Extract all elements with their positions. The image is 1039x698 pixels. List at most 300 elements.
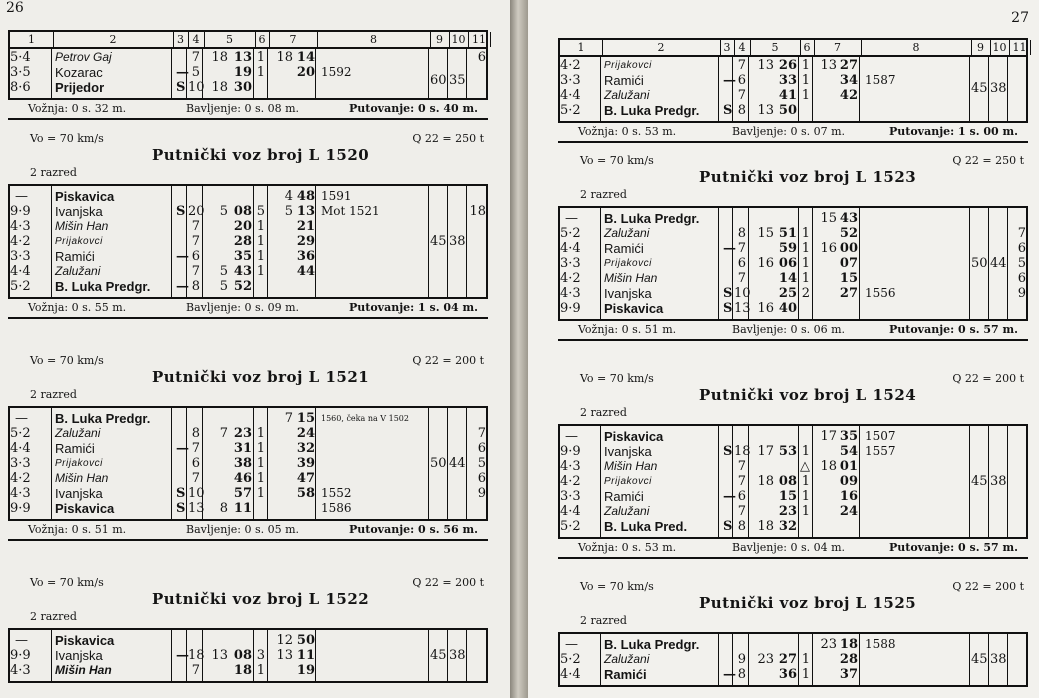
arrival-minute: 53 xyxy=(778,444,797,459)
timetable-row xyxy=(10,648,486,663)
stop-minutes: 1 xyxy=(801,444,810,459)
timetable-row xyxy=(560,474,1026,489)
station-name: Ivanjska xyxy=(55,648,103,663)
arrival-minute: 40 xyxy=(778,301,797,316)
timetable-row xyxy=(10,411,486,426)
timetable-row xyxy=(560,489,1026,504)
departure-minute: 35 xyxy=(839,429,858,444)
station-name: Piskavica xyxy=(604,429,664,444)
departure-minute: 01 xyxy=(839,459,858,474)
column-10-value: 35 xyxy=(449,73,466,88)
stop-minutes: 1 xyxy=(256,219,265,234)
arrival-minute: 26 xyxy=(778,58,797,73)
arrival-hour: 13 xyxy=(211,648,228,663)
stop-minutes: 1 xyxy=(801,58,810,73)
travel-minutes: 20 xyxy=(188,204,205,219)
column-9-value: 50 xyxy=(430,456,447,471)
column-11-value: 6 xyxy=(477,50,486,65)
km-value: 5·2 xyxy=(10,279,31,294)
departure-minute: 36 xyxy=(296,249,315,264)
train-title: Putnički voz broj L 1524 xyxy=(699,386,917,404)
arrival-minute: 08 xyxy=(778,474,797,489)
column-header-cell: 11 xyxy=(1009,40,1031,55)
departure-minute: 44 xyxy=(296,264,315,279)
column-header-cell: 1 xyxy=(560,40,603,55)
stop-minutes: 1 xyxy=(801,88,810,103)
km-value: — xyxy=(565,637,578,652)
departure-minute: 37 xyxy=(839,667,858,682)
column-9-value: 60 xyxy=(430,73,447,88)
timetable-row xyxy=(560,459,1026,474)
km-value: 9·9 xyxy=(10,501,31,516)
running-time: Vožnja: 0 s. 55 m. xyxy=(28,301,127,314)
column-header-cell: 11 xyxy=(468,32,491,47)
stop-minutes: 1 xyxy=(256,426,265,441)
station-name: Ivanjska xyxy=(55,204,103,219)
travel-minutes: 7 xyxy=(737,271,746,286)
speed-label: Vo = 70 km/s xyxy=(580,372,654,385)
timetable-row xyxy=(560,667,1026,682)
stop-minutes: 1 xyxy=(256,65,265,80)
timetable-l1522 xyxy=(8,572,488,692)
stop-flag: — xyxy=(176,249,189,264)
bottom-rule xyxy=(558,557,1028,559)
km-value: 5·2 xyxy=(560,103,581,118)
arrival-minute: 14 xyxy=(778,271,797,286)
stop-flag: S xyxy=(176,486,186,501)
column-10-value: 38 xyxy=(990,652,1007,667)
station-name: Prijakovci xyxy=(604,476,652,487)
timetable-row xyxy=(10,501,486,516)
arrival-minute: 41 xyxy=(778,88,797,103)
stop-minutes: 1 xyxy=(801,474,810,489)
km-value: — xyxy=(15,189,28,204)
departure-minute: 34 xyxy=(839,73,858,88)
arrival-hour: 16 xyxy=(757,256,774,271)
departure-hour: 13 xyxy=(820,58,837,73)
arrival-minute: 50 xyxy=(778,103,797,118)
station-name: Piskavica xyxy=(55,189,115,204)
column-header-cell: 6 xyxy=(255,32,270,47)
km-value: 9·9 xyxy=(560,444,581,459)
timetable-row xyxy=(560,88,1026,103)
travel-minutes: 7 xyxy=(191,441,200,456)
arrival-minute: 19 xyxy=(233,65,252,80)
arrival-minute: 31 xyxy=(233,441,252,456)
stop-flag: — xyxy=(723,667,736,682)
station-name: Piskavica xyxy=(55,633,115,648)
km-value: 4·2 xyxy=(560,474,581,489)
column-header-cell: 1 xyxy=(10,32,54,47)
departure-minute: 15 xyxy=(296,411,315,426)
km-value: 4·2 xyxy=(560,271,581,286)
travel-minutes: 8 xyxy=(737,519,746,534)
arrival-hour: 18 xyxy=(757,519,774,534)
timetable-row xyxy=(560,73,1026,88)
total-time: Putovanje: 0 s. 40 m. xyxy=(348,102,478,115)
travel-minutes: 7 xyxy=(191,219,200,234)
dwell-time: Bavljenje: 0 s. 08 m. xyxy=(186,102,300,115)
km-value: 4·4 xyxy=(10,264,31,279)
timetable-grid xyxy=(8,186,488,299)
travel-minutes: 10 xyxy=(734,286,751,301)
timetable-row xyxy=(10,249,486,264)
column-10-value: 38 xyxy=(990,81,1007,96)
timetable-row xyxy=(10,279,486,294)
departure-minute: 19 xyxy=(296,663,315,678)
stop-minutes: 1 xyxy=(256,486,265,501)
remark: 1592 xyxy=(321,65,352,79)
departure-minute: 48 xyxy=(296,189,315,204)
arrival-minute: 27 xyxy=(778,652,797,667)
km-value: 3·3 xyxy=(560,73,581,88)
travel-minutes: 6 xyxy=(737,256,746,271)
departure-minute: 42 xyxy=(839,88,858,103)
book-gutter xyxy=(510,0,528,698)
station-name: Prijakovci xyxy=(55,458,103,469)
load-label: Q 22 = 200 t xyxy=(412,354,484,367)
arrival-hour: 5 xyxy=(219,204,228,219)
right-page xyxy=(528,0,1039,698)
km-value: 4·2 xyxy=(10,471,31,486)
stop-flag: — xyxy=(723,489,736,504)
departure-minute: 29 xyxy=(296,234,315,249)
station-name: Mišin Han xyxy=(55,219,109,233)
timetable-row xyxy=(560,519,1026,534)
km-value: 4·3 xyxy=(560,286,581,301)
station-name: Ivanjska xyxy=(55,486,103,501)
column-header-cell: 4 xyxy=(188,32,205,47)
departure-minute: 00 xyxy=(839,241,858,256)
train-title: Putnički voz broj L 1522 xyxy=(152,590,370,608)
departure-minute: 13 xyxy=(296,204,315,219)
travel-minutes: 9 xyxy=(737,652,746,667)
stop-flag: S xyxy=(723,519,733,534)
stop-flag: S xyxy=(723,103,733,118)
departure-minute: 14 xyxy=(296,50,315,65)
stop-flag: — xyxy=(723,241,736,256)
column-11-value: 6 xyxy=(1017,271,1026,286)
stop-minutes: 1 xyxy=(801,271,810,286)
column-9-value: 45 xyxy=(430,234,447,249)
timetable-row xyxy=(10,456,486,471)
class-label: 2 razred xyxy=(30,388,77,401)
timetable-row xyxy=(10,80,486,95)
travel-minutes: 18 xyxy=(188,648,205,663)
remark: 1560, čeka na V 1502 xyxy=(321,414,409,423)
timetable-row xyxy=(560,652,1026,667)
km-value: 5·2 xyxy=(10,426,31,441)
left-page xyxy=(0,0,510,698)
timetable-row xyxy=(10,264,486,279)
km-value: 5·2 xyxy=(560,226,581,241)
timetable-row xyxy=(10,441,486,456)
stop-minutes: 2 xyxy=(801,286,810,301)
arrival-minute: 35 xyxy=(233,249,252,264)
arrival-minute: 33 xyxy=(778,73,797,88)
column-header-cell: 7 xyxy=(814,40,862,55)
stop-flag: — xyxy=(176,648,189,663)
station-name: Prijakovci xyxy=(604,60,652,71)
summary-line xyxy=(558,323,1028,337)
summary-line xyxy=(558,541,1028,555)
departure-minute: 39 xyxy=(296,456,315,471)
running-time: Vožnja: 0 s. 53 m. xyxy=(578,541,677,554)
station-name: Piskavica xyxy=(55,501,115,516)
arrival-hour: 13 xyxy=(757,103,774,118)
travel-minutes: 7 xyxy=(191,234,200,249)
summary-line xyxy=(8,301,488,315)
arrival-minute: 13 xyxy=(233,50,252,65)
km-value: 3·5 xyxy=(10,65,31,80)
arrival-hour: 13 xyxy=(757,58,774,73)
column-11-value: 5 xyxy=(1017,256,1026,271)
remark: 1588 xyxy=(865,637,896,651)
column-header-cell: 8 xyxy=(861,40,972,55)
station-name: B. Luka Pred. xyxy=(604,519,688,534)
timetable-row xyxy=(560,444,1026,459)
train-title: Putnički voz broj L 1521 xyxy=(152,368,370,386)
stop-minutes: 3 xyxy=(256,648,265,663)
travel-minutes: 6 xyxy=(737,489,746,504)
station-name: Kozarac xyxy=(55,65,103,80)
remark: 1556 xyxy=(865,286,896,300)
arrival-minute: 18 xyxy=(233,663,252,678)
total-time: Putovanje: 1 s. 04 m. xyxy=(348,301,478,314)
departure-minute: 27 xyxy=(839,58,858,73)
stop-minutes: 1 xyxy=(256,264,265,279)
timetable-row xyxy=(10,663,486,678)
column-header-cell: 10 xyxy=(990,40,1010,55)
timetable-row xyxy=(560,58,1026,73)
km-value: — xyxy=(565,429,578,444)
column-header-cell: 3 xyxy=(720,40,735,55)
timetable-row xyxy=(560,103,1026,118)
km-value: — xyxy=(565,211,578,226)
arrival-hour: 23 xyxy=(757,652,774,667)
total-time: Putovanje: 1 s. 00 m. xyxy=(888,125,1018,138)
arrival-hour: 18 xyxy=(757,474,774,489)
load-label: Q 22 = 200 t xyxy=(952,372,1024,385)
page-number: 26 xyxy=(6,0,24,16)
station-name: Ramići xyxy=(604,667,647,682)
km-value: 4·2 xyxy=(560,58,581,73)
timetable-row xyxy=(10,219,486,234)
column-10-value: 44 xyxy=(990,256,1007,271)
departure-minute: 58 xyxy=(296,486,315,501)
station-name: Mišin Han xyxy=(55,663,112,677)
timetable-row xyxy=(10,204,486,219)
station-name: Prijakovci xyxy=(604,258,652,269)
stop-flag: — xyxy=(176,279,189,294)
remark: 1552 xyxy=(321,486,352,500)
departure-minute: 28 xyxy=(839,652,858,667)
arrival-minute: 59 xyxy=(778,241,797,256)
timetable-l1523 xyxy=(558,150,1028,364)
km-value: 5·2 xyxy=(560,652,581,667)
departure-hour: 5 xyxy=(284,204,293,219)
timetable-row xyxy=(560,241,1026,256)
departure-hour: 18 xyxy=(820,459,837,474)
class-label: 2 razred xyxy=(30,610,77,623)
timetable-l1520 xyxy=(8,128,488,342)
station-name: Mišin Han xyxy=(604,271,658,285)
running-time: Vožnja: 0 s. 32 m. xyxy=(28,102,127,115)
station-name: Prijedor xyxy=(55,80,105,95)
departure-hour: 23 xyxy=(820,637,837,652)
stop-minutes: 1 xyxy=(256,50,265,65)
arrival-hour: 16 xyxy=(757,301,774,316)
stop-minutes: 1 xyxy=(801,256,810,271)
load-label: Q 22 = 200 t xyxy=(412,576,484,589)
stop-flag: S xyxy=(723,301,733,316)
travel-minutes: 18 xyxy=(734,444,751,459)
arrival-minute: 43 xyxy=(233,264,252,279)
column-11-value: 5 xyxy=(477,456,486,471)
remark: 1586 xyxy=(321,501,352,515)
timetable-row xyxy=(560,637,1026,652)
departure-minute: 24 xyxy=(296,426,315,441)
arrival-minute: 06 xyxy=(778,256,797,271)
travel-minutes: 10 xyxy=(188,80,205,95)
station-name: Ramići xyxy=(55,249,95,264)
column-header-cell: 9 xyxy=(971,40,991,55)
arrival-minute: 51 xyxy=(778,226,797,241)
arrival-minute: 23 xyxy=(233,426,252,441)
stop-minutes: 1 xyxy=(801,652,810,667)
km-value: 4·4 xyxy=(560,241,581,256)
arrival-minute: 38 xyxy=(233,456,252,471)
departure-minute: 11 xyxy=(296,648,315,663)
stop-minutes: 1 xyxy=(256,663,265,678)
timetable-row xyxy=(560,256,1026,271)
station-name: B. Luka Predgr. xyxy=(55,411,151,426)
km-value: 3·3 xyxy=(10,456,31,471)
station-name: Zalužani xyxy=(604,88,650,102)
remark: 1591 xyxy=(321,189,352,203)
timetable-grid xyxy=(558,634,1028,687)
travel-minutes: 7 xyxy=(191,663,200,678)
travel-minutes: 6 xyxy=(191,456,200,471)
departure-minute: 07 xyxy=(839,256,858,271)
station-name: Piskavica xyxy=(604,301,664,316)
travel-minutes: 7 xyxy=(737,504,746,519)
stop-minutes: 1 xyxy=(256,456,265,471)
travel-minutes: 7 xyxy=(737,474,746,489)
travel-minutes: 7 xyxy=(191,471,200,486)
station-name: B. Luka Predgr. xyxy=(604,211,700,226)
stop-flag: — xyxy=(176,441,189,456)
km-value: 9·9 xyxy=(10,648,31,663)
page-number: 27 xyxy=(1011,10,1029,26)
column-header-cell: 3 xyxy=(173,32,189,47)
stop-flag: S xyxy=(176,501,186,516)
departure-minute: 47 xyxy=(296,471,315,486)
arrival-minute: 36 xyxy=(778,667,797,682)
column-11-value: 9 xyxy=(1017,286,1026,301)
column-9-value: 45 xyxy=(430,648,447,663)
departure-minute: 16 xyxy=(839,489,858,504)
arrival-minute: 15 xyxy=(778,489,797,504)
station-name: Zalužani xyxy=(55,264,101,278)
km-value: 4·3 xyxy=(10,486,31,501)
column-header-cell: 9 xyxy=(430,32,450,47)
km-value: 4·4 xyxy=(10,441,31,456)
column-header-cell: 2 xyxy=(53,32,174,47)
column-9-value: 45 xyxy=(971,81,988,96)
travel-minutes: 10 xyxy=(188,486,205,501)
km-value: 3·3 xyxy=(560,256,581,271)
departure-minute: 54 xyxy=(839,444,858,459)
timetable-row xyxy=(560,504,1026,519)
travel-minutes: 13 xyxy=(734,301,751,316)
dwell-time: Bavljenje: 0 s. 07 m. xyxy=(732,125,846,138)
arrival-hour: 18 xyxy=(211,80,228,95)
departure-hour: 13 xyxy=(276,648,293,663)
timetable-row xyxy=(10,65,486,80)
column-9-value: 50 xyxy=(971,256,988,271)
speed-label: Vo = 70 km/s xyxy=(30,132,104,145)
km-value: 4·3 xyxy=(560,459,581,474)
station-name: Prijakovci xyxy=(55,236,103,247)
arrival-hour: 18 xyxy=(211,50,228,65)
stop-minutes: 1 xyxy=(801,226,810,241)
arrival-hour: 8 xyxy=(219,501,228,516)
departure-minute: 18 xyxy=(839,637,858,652)
stop-flag: — xyxy=(176,65,189,80)
timetable-row xyxy=(10,189,486,204)
timetable-continuation xyxy=(8,30,488,120)
stop-flag: S xyxy=(723,286,733,301)
timetable-row xyxy=(10,471,486,486)
travel-minutes: 13 xyxy=(188,501,205,516)
train-title: Putnički voz broj L 1520 xyxy=(152,146,370,164)
column-11-value: 18 xyxy=(469,204,486,219)
column-11-value: 7 xyxy=(1017,226,1026,241)
column-header-cell: 4 xyxy=(734,40,751,55)
departure-minute: 20 xyxy=(296,65,315,80)
timetable-grid xyxy=(8,47,488,100)
timetable-grid xyxy=(558,426,1028,539)
column-9-value: 45 xyxy=(971,474,988,489)
station-name: Ivanjska xyxy=(604,286,652,301)
speed-label: Vo = 70 km/s xyxy=(30,576,104,589)
train-title: Putnički voz broj L 1525 xyxy=(699,594,917,612)
column-header-cell: 6 xyxy=(800,40,815,55)
timetable-row xyxy=(10,50,486,65)
load-label: Q 22 = 250 t xyxy=(952,154,1024,167)
arrival-minute: 08 xyxy=(233,648,252,663)
running-time: Vožnja: 0 s. 51 m. xyxy=(578,323,677,336)
timetable-l1525 xyxy=(558,576,1028,696)
station-name: Petrov Gaj xyxy=(55,50,112,64)
class-label: 2 razred xyxy=(580,406,627,419)
column-11-value: 7 xyxy=(477,426,486,441)
column-10-value: 38 xyxy=(449,648,466,663)
timetable-row xyxy=(560,211,1026,226)
arrival-minute: 08 xyxy=(233,204,252,219)
stop-minutes: 1 xyxy=(256,441,265,456)
column-10-value: 38 xyxy=(990,474,1007,489)
departure-hour: 15 xyxy=(820,211,837,226)
departure-hour: 7 xyxy=(284,411,293,426)
class-label: 2 razred xyxy=(580,614,627,627)
station-name: Ramići xyxy=(604,241,644,256)
timetable-grid xyxy=(558,55,1028,123)
total-time: Putovanje: 0 s. 57 m. xyxy=(888,323,1018,336)
bottom-rule xyxy=(8,317,488,319)
train-title: Putnički voz broj L 1523 xyxy=(699,168,917,186)
